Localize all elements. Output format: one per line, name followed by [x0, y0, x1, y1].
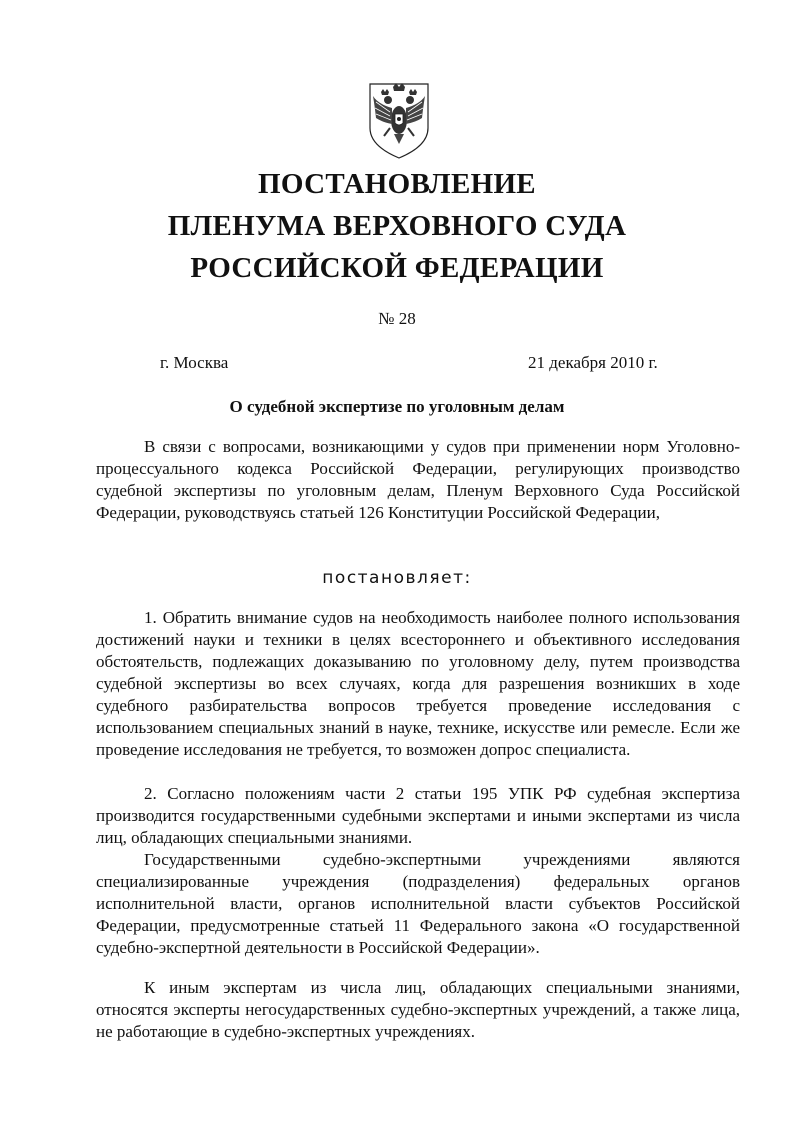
paragraph-1: 1. Обратить внимание судов на необходимость наиболее полного использования достижений науки и техники в целях всестороннего и объективного исследования обстоятельств, подлежащих доказыванию по уголовному делу, путем производства судебной экспертизы во всех случаях, когда для разрешения возникших в ходе судебного разбирательства вопросов требуется проведение исследования с использованием специальных знаний в науке, технике, искусстве или ремесле. Если же проведение исследования не требуется, то возможен допрос специалиста.	[96, 608, 740, 759]
document-subject: О судебной экспертизе по уголовным делам	[229, 397, 565, 416]
paragraph-2: 2. Согласно положениям части 2 статьи 195 УПК РФ судебная экспертиза производится государственными судебными экспертами и иными экспертами из числа лиц, обладающих специальными знаниями.	[96, 784, 740, 847]
document-title-line-1: ПОСТАНОВЛЕНИЕ	[258, 168, 536, 200]
document-number: № 28	[378, 309, 416, 328]
paragraph-4: К иным экспертам из числа лиц, обладающих специальными знаниями, относятся эксперты негосударственных судебно-экспертных учреждений, а также лица, не работающие в судебно-экспертных учреждениях.	[96, 978, 740, 1041]
document-city: г. Москва	[160, 353, 229, 372]
russian-coat-of-arms-icon	[364, 78, 434, 160]
decree-word: постановляет:	[322, 568, 472, 588]
paragraph-3: Государственными судебно-экспертными учреждениями являются специализированные учреждения (подразделения) федеральных органов исполнительной власти, органов исполнительной власти субъектов Российской Федерации, предусмотренные статьей 11 Федерального закона «О государственной судебно-экспертной деятельности в Российской Федерации».	[96, 850, 740, 957]
intro-paragraph: В связи с вопросами, возникающими у судов при применении норм Уголовно-процессуального кодекса Российской Федерации, регулирующих производство судебной экспертизы по уголовным делам, Пленум Верховного Суда Российской Федерации, руководствуясь статьей 126 Конституции Российской Федерации,	[96, 437, 740, 522]
document-title-line-2: ПЛЕНУМА ВЕРХОВНОГО СУДА	[167, 210, 627, 242]
document-title-line-3: РОССИЙСКОЙ ФЕДЕРАЦИИ	[190, 252, 604, 284]
document-date: 21 декабря 2010 г.	[528, 353, 658, 372]
